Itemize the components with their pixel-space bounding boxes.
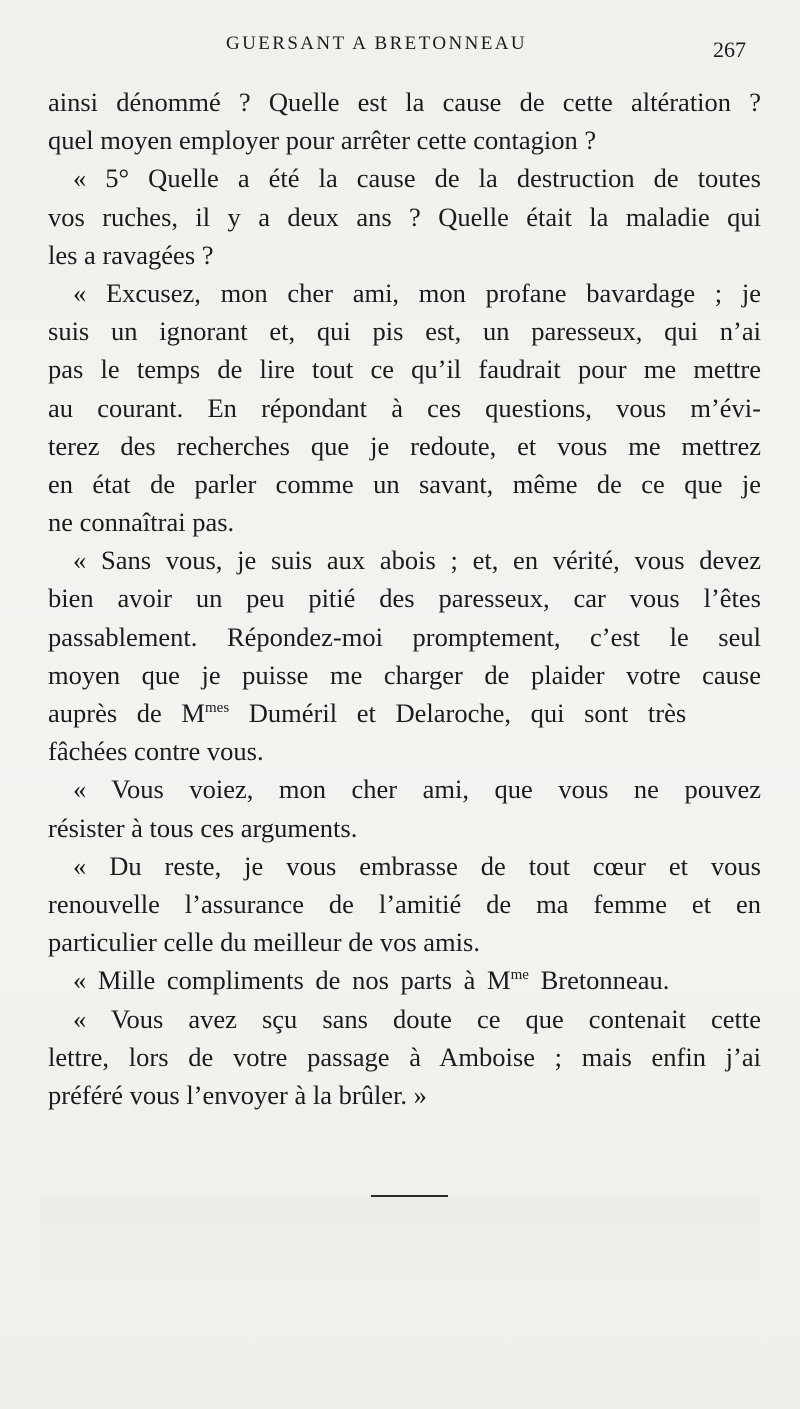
paragraph-start-line: « Du reste, je vous embrasse de tout cœur et vous [73, 850, 761, 881]
superscript-abbreviation: me [510, 967, 529, 984]
paragraph-start-line: « Sans vous, je suis aux abois ; et, en vérité, vous devez [73, 545, 761, 576]
text-line: les a ravagées ? [48, 239, 214, 270]
paragraph-start-line: « Vous voiez, mon cher ami, que vous ne pouvez [73, 774, 761, 805]
text-line: bien avoir un peu pitié des paresseux, car vous l’êtes [48, 583, 761, 614]
text-line: particulier celle du meilleur de vos amis. [48, 927, 480, 958]
paragraph-start-line: « 5° Quelle a été la cause de la destruction de toutes [73, 163, 761, 194]
page-number: 267 [713, 37, 746, 62]
paragraph-start-line: « Excusez, mon cher ami, mon profane bavardage ; je [73, 277, 761, 308]
text-segment: auprès de M [48, 698, 205, 728]
text-line: fâchées contre vous. [48, 736, 264, 767]
text-line: vos ruches, il y a deux ans ? Quelle était la maladie qui [48, 201, 761, 232]
text-segment: « Mille compliments de nos parts à M [73, 965, 511, 996]
text-line-with-superscript [48, 694, 761, 732]
superscript-abbreviation: mes [205, 700, 230, 716]
text-line: préféré vous l’envoyer à la brûler. » [48, 1079, 427, 1110]
text-line: pas le temps de lire tout ce qu’il faudrait pour me mettre [48, 354, 761, 385]
text-line: ainsi dénommé ? Quelle est la cause de cette altération ? [48, 87, 761, 117]
running-header [0, 33, 800, 63]
text-line: lettre, lors de votre passage à Amboise ; mais enfin j’ai [48, 1041, 761, 1072]
text-line: renouvelle l’assurance de l’amitié de ma femme et en [48, 888, 761, 919]
text-line: au courant. En répondant à ces questions, vous m’évi- [48, 392, 761, 423]
text-line: suis un ignorant et, qui pis est, un paresseux, qui n’ai [48, 316, 761, 347]
text-line: résister à tous ces arguments. [48, 812, 358, 843]
text-line: en état de parler comme un savant, même de ce que je [48, 468, 761, 499]
end-rule [371, 1195, 448, 1197]
text-segment: Duméril et Delaroche, qui sont très [229, 698, 687, 728]
text-segment: Bretonneau. [528, 965, 670, 996]
paragraph-start-line-with-superscript [48, 961, 761, 999]
bleed-through-shadow [40, 1195, 760, 1295]
text-line: ne connaîtrai pas. [48, 507, 235, 538]
text-line: terez des recherches que je redoute, et vous me mettrez [48, 430, 761, 461]
text-line: passablement. Répondez-moi promptement, c’est le seul [48, 621, 761, 652]
paragraph-start-line: « Vous avez sçu sans doute ce que contenait cette [73, 1003, 761, 1034]
text-line: moyen que je puisse me charger de plaider votre cause [48, 659, 761, 690]
text-line: quel moyen employer pour arrêter cette contagion ? [48, 125, 597, 156]
running-title: GUERSANT A BRETONNEAU [226, 33, 527, 54]
letter-text [48, 83, 761, 1114]
